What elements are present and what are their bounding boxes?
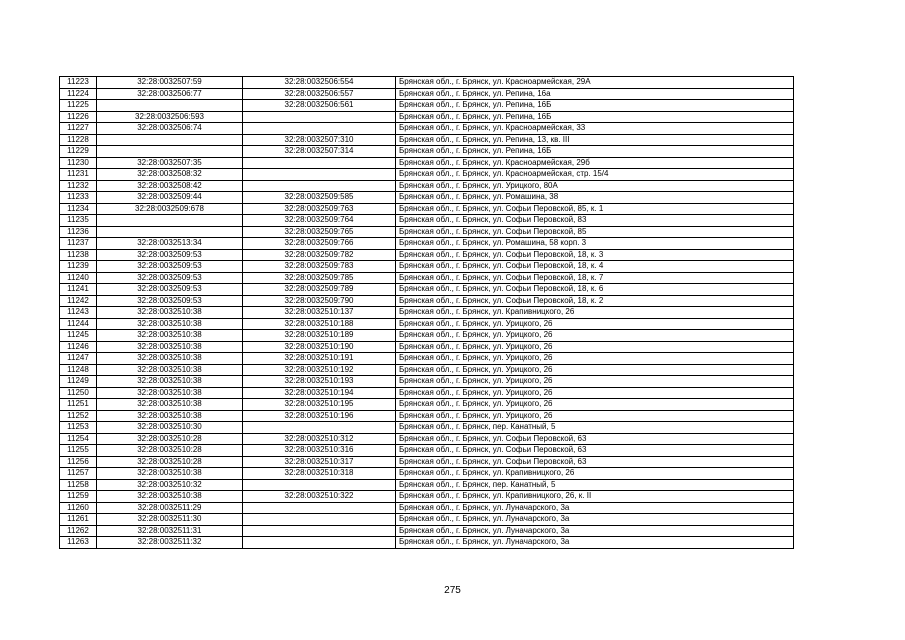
building-number-cell: 32:28:0032510:194 (243, 387, 396, 399)
building-number-cell: 32:28:0032509:782 (243, 249, 396, 261)
row-number-cell: 11258 (60, 479, 97, 491)
land-parcel-number-cell: 32:28:0032510:38 (97, 353, 243, 365)
building-number-cell: 32:28:0032510:192 (243, 364, 396, 376)
address-cell: Брянская обл., г. Брянск, ул. Софьи Перовской, 85 (396, 226, 794, 238)
table-row (60, 330, 794, 342)
table-row (60, 433, 794, 445)
table-row (60, 88, 794, 100)
land-parcel-number-cell: 32:28:0032507:35 (97, 157, 243, 169)
row-number-cell: 11255 (60, 445, 97, 457)
address-cell: Брянская обл., г. Брянск, ул. Софьи Перовской, 18, к. 6 (396, 284, 794, 296)
address-cell: Брянская обл., г. Брянск, ул. Красноармейская, 29А (396, 77, 794, 89)
row-number-cell: 11246 (60, 341, 97, 353)
address-cell: Брянская обл., г. Брянск, ул. Урицкого, 26 (396, 330, 794, 342)
table-row (60, 272, 794, 284)
land-parcel-number-cell (97, 226, 243, 238)
row-number-cell: 11254 (60, 433, 97, 445)
address-cell: Брянская обл., г. Брянск, ул. Ромашина, 38 (396, 192, 794, 204)
building-number-cell: 32:28:0032510:189 (243, 330, 396, 342)
row-number-cell: 11248 (60, 364, 97, 376)
building-number-cell (243, 514, 396, 526)
building-number-cell (243, 169, 396, 181)
address-cell: Брянская обл., г. Брянск, ул. Софьи Перовской, 83 (396, 215, 794, 227)
building-number-cell: 32:28:0032506:561 (243, 100, 396, 112)
table-row (60, 284, 794, 296)
land-parcel-number-cell: 32:28:0032509:53 (97, 295, 243, 307)
building-number-cell: 32:28:0032509:763 (243, 203, 396, 215)
row-number-cell: 11257 (60, 468, 97, 480)
address-cell: Брянская обл., г. Брянск, ул. Софьи Перовской, 18, к. 4 (396, 261, 794, 273)
table-row (60, 387, 794, 399)
table-row (60, 123, 794, 135)
building-number-cell: 32:28:0032509:764 (243, 215, 396, 227)
address-cell: Брянская обл., г. Брянск, ул. Крапивницкого, 26, к. II (396, 491, 794, 503)
building-number-cell (243, 537, 396, 549)
address-cell: Брянская обл., г. Брянск, ул. Луначарского, 3а (396, 525, 794, 537)
building-number-cell: 32:28:0032510:137 (243, 307, 396, 319)
land-parcel-number-cell: 32:28:0032510:28 (97, 456, 243, 468)
building-number-cell: 32:28:0032510:318 (243, 468, 396, 480)
row-number-cell: 11234 (60, 203, 97, 215)
row-number-cell: 11236 (60, 226, 97, 238)
building-number-cell: 32:28:0032510:193 (243, 376, 396, 388)
land-parcel-number-cell: 32:28:0032509:53 (97, 261, 243, 273)
address-cell: Брянская обл., г. Брянск, пер. Канатный, 5 (396, 479, 794, 491)
building-number-cell (243, 180, 396, 192)
row-number-cell: 11231 (60, 169, 97, 181)
row-number-cell: 11232 (60, 180, 97, 192)
table-row (60, 249, 794, 261)
building-number-cell: 32:28:0032510:312 (243, 433, 396, 445)
row-number-cell: 11245 (60, 330, 97, 342)
land-parcel-number-cell: 32:28:0032510:38 (97, 410, 243, 422)
row-number-cell: 11256 (60, 456, 97, 468)
building-number-cell: 32:28:0032509:585 (243, 192, 396, 204)
row-number-cell: 11249 (60, 376, 97, 388)
building-number-cell: 32:28:0032510:195 (243, 399, 396, 411)
row-number-cell: 11251 (60, 399, 97, 411)
cadastral-table-body (60, 77, 794, 549)
address-cell: Брянская обл., г. Брянск, ул. Урицкого, 26 (396, 387, 794, 399)
table-row (60, 192, 794, 204)
address-cell: Брянская обл., г. Брянск, ул. Софьи Перовской, 63 (396, 433, 794, 445)
address-cell: Брянская обл., г. Брянск, ул. Луначарского, 3а (396, 514, 794, 526)
land-parcel-number-cell: 32:28:0032507:59 (97, 77, 243, 89)
row-number-cell: 11261 (60, 514, 97, 526)
row-number-cell: 11259 (60, 491, 97, 503)
address-cell: Брянская обл., г. Брянск, ул. Урицкого, 26 (396, 376, 794, 388)
land-parcel-number-cell: 32:28:0032510:30 (97, 422, 243, 434)
table-row (60, 111, 794, 123)
table-row (60, 146, 794, 158)
address-cell: Брянская обл., г. Брянск, ул. Красноармейская, 29б (396, 157, 794, 169)
land-parcel-number-cell: 32:28:0032510:38 (97, 330, 243, 342)
table-row (60, 422, 794, 434)
address-cell: Брянская обл., г. Брянск, ул. Красноармейская, 33 (396, 123, 794, 135)
building-number-cell: 32:28:0032509:783 (243, 261, 396, 273)
land-parcel-number-cell: 32:28:0032510:38 (97, 468, 243, 480)
table-row (60, 203, 794, 215)
land-parcel-number-cell: 32:28:0032508:42 (97, 180, 243, 192)
building-number-cell (243, 422, 396, 434)
table-row (60, 318, 794, 330)
table-row (60, 77, 794, 89)
building-number-cell: 32:28:0032510:317 (243, 456, 396, 468)
land-parcel-number-cell: 32:28:0032510:38 (97, 399, 243, 411)
land-parcel-number-cell: 32:28:0032509:53 (97, 272, 243, 284)
building-number-cell: 32:28:0032509:789 (243, 284, 396, 296)
land-parcel-number-cell: 32:28:0032510:28 (97, 445, 243, 457)
building-number-cell (243, 123, 396, 135)
row-number-cell: 11239 (60, 261, 97, 273)
table-row (60, 341, 794, 353)
address-cell: Брянская обл., г. Брянск, ул. Крапивницкого, 26 (396, 307, 794, 319)
address-cell: Брянская обл., г. Брянск, ул. Софьи Перовской, 18, к. 3 (396, 249, 794, 261)
building-number-cell: 32:28:0032507:314 (243, 146, 396, 158)
land-parcel-number-cell: 32:28:0032511:29 (97, 502, 243, 514)
land-parcel-number-cell: 32:28:0032509:53 (97, 284, 243, 296)
building-number-cell: 32:28:0032510:196 (243, 410, 396, 422)
row-number-cell: 11223 (60, 77, 97, 89)
address-cell: Брянская обл., г. Брянск, ул. Репина, 13, кв. III (396, 134, 794, 146)
building-number-cell (243, 502, 396, 514)
address-cell: Брянская обл., г. Брянск, ул. Урицкого, 26 (396, 364, 794, 376)
address-cell: Брянская обл., г. Брянск, ул. Урицкого, 26 (396, 318, 794, 330)
table-row (60, 238, 794, 250)
table-row (60, 537, 794, 549)
land-parcel-number-cell: 32:28:0032506:74 (97, 123, 243, 135)
address-cell: Брянская обл., г. Брянск, ул. Урицкого, 26 (396, 410, 794, 422)
row-number-cell: 11237 (60, 238, 97, 250)
address-cell: Брянская обл., г. Брянск, ул. Луначарского, 3а (396, 502, 794, 514)
land-parcel-number-cell (97, 146, 243, 158)
building-number-cell (243, 157, 396, 169)
row-number-cell: 11227 (60, 123, 97, 135)
building-number-cell (243, 111, 396, 123)
building-number-cell: 32:28:0032510:322 (243, 491, 396, 503)
building-number-cell: 32:28:0032509:765 (243, 226, 396, 238)
address-cell: Брянская обл., г. Брянск, ул. Репина, 16Б (396, 100, 794, 112)
table-row (60, 514, 794, 526)
table-row (60, 399, 794, 411)
land-parcel-number-cell: 32:28:0032510:38 (97, 387, 243, 399)
address-cell: Брянская обл., г. Брянск, ул. Ромашина, 58 корп. 3 (396, 238, 794, 250)
address-cell: Брянская обл., г. Брянск, ул. Софьи Перовской, 63 (396, 445, 794, 457)
address-cell: Брянская обл., г. Брянск, ул. Урицкого, 26 (396, 353, 794, 365)
row-number-cell: 11244 (60, 318, 97, 330)
land-parcel-number-cell: 32:28:0032506:77 (97, 88, 243, 100)
address-cell: Брянская обл., г. Брянск, ул. Репина, 16а (396, 88, 794, 100)
table-row (60, 491, 794, 503)
row-number-cell: 11240 (60, 272, 97, 284)
building-number-cell: 32:28:0032510:191 (243, 353, 396, 365)
table-row (60, 410, 794, 422)
table-row (60, 353, 794, 365)
row-number-cell: 11250 (60, 387, 97, 399)
land-parcel-number-cell: 32:28:0032511:30 (97, 514, 243, 526)
land-parcel-number-cell: 32:28:0032510:38 (97, 307, 243, 319)
row-number-cell: 11224 (60, 88, 97, 100)
table-row (60, 307, 794, 319)
land-parcel-number-cell (97, 100, 243, 112)
table-row (60, 468, 794, 480)
building-number-cell: 32:28:0032507:310 (243, 134, 396, 146)
address-cell: Брянская обл., г. Брянск, ул. Крапивницкого, 26 (396, 468, 794, 480)
row-number-cell: 11260 (60, 502, 97, 514)
land-parcel-number-cell: 32:28:0032510:38 (97, 376, 243, 388)
table-row (60, 502, 794, 514)
table-row (60, 261, 794, 273)
page-number: 275 (444, 585, 461, 596)
building-number-cell: 32:28:0032509:790 (243, 295, 396, 307)
building-number-cell: 32:28:0032510:188 (243, 318, 396, 330)
address-cell: Брянская обл., г. Брянск, ул. Софьи Перовской, 18, к. 2 (396, 295, 794, 307)
building-number-cell: 32:28:0032506:557 (243, 88, 396, 100)
address-cell: Брянская обл., г. Брянск, ул. Урицкого, 26 (396, 399, 794, 411)
row-number-cell: 11228 (60, 134, 97, 146)
address-cell: Брянская обл., г. Брянск, ул. Софьи Перовской, 85, к. 1 (396, 203, 794, 215)
row-number-cell: 11263 (60, 537, 97, 549)
row-number-cell: 11241 (60, 284, 97, 296)
land-parcel-number-cell (97, 134, 243, 146)
table-row (60, 157, 794, 169)
table-row (60, 215, 794, 227)
building-number-cell: 32:28:0032510:190 (243, 341, 396, 353)
address-cell: Брянская обл., г. Брянск, ул. Красноармейская, стр. 15/4 (396, 169, 794, 181)
row-number-cell: 11226 (60, 111, 97, 123)
building-number-cell: 32:28:0032510:316 (243, 445, 396, 457)
land-parcel-number-cell: 32:28:0032509:678 (97, 203, 243, 215)
table-row (60, 295, 794, 307)
building-number-cell: 32:28:0032509:785 (243, 272, 396, 284)
table-row (60, 180, 794, 192)
land-parcel-number-cell: 32:28:0032510:38 (97, 491, 243, 503)
land-parcel-number-cell: 32:28:0032513:34 (97, 238, 243, 250)
table-row (60, 445, 794, 457)
table-row (60, 100, 794, 112)
table-row (60, 226, 794, 238)
row-number-cell: 11229 (60, 146, 97, 158)
land-parcel-number-cell: 32:28:0032506:593 (97, 111, 243, 123)
table-row (60, 134, 794, 146)
row-number-cell: 11253 (60, 422, 97, 434)
land-parcel-number-cell: 32:28:0032510:38 (97, 318, 243, 330)
row-number-cell: 11230 (60, 157, 97, 169)
land-parcel-number-cell: 32:28:0032511:31 (97, 525, 243, 537)
cadastral-table (59, 76, 794, 549)
land-parcel-number-cell: 32:28:0032508:32 (97, 169, 243, 181)
address-cell: Брянская обл., г. Брянск, ул. Софьи Перовской, 18, к. 7 (396, 272, 794, 284)
table-row (60, 364, 794, 376)
building-number-cell: 32:28:0032509:766 (243, 238, 396, 250)
building-number-cell: 32:28:0032506:554 (243, 77, 396, 89)
address-cell: Брянская обл., г. Брянск, ул. Репина, 16Б (396, 146, 794, 158)
row-number-cell: 11262 (60, 525, 97, 537)
land-parcel-number-cell: 32:28:0032510:28 (97, 433, 243, 445)
row-number-cell: 11235 (60, 215, 97, 227)
address-cell: Брянская обл., г. Брянск, ул. Софьи Перовской, 63 (396, 456, 794, 468)
address-cell: Брянская обл., г. Брянск, ул. Урицкого, 80А (396, 180, 794, 192)
row-number-cell: 11252 (60, 410, 97, 422)
land-parcel-number-cell: 32:28:0032511:32 (97, 537, 243, 549)
land-parcel-number-cell: 32:28:0032510:32 (97, 479, 243, 491)
address-cell: Брянская обл., г. Брянск, ул. Луначарского, 3а (396, 537, 794, 549)
land-parcel-number-cell (97, 215, 243, 227)
table-row (60, 169, 794, 181)
address-cell: Брянская обл., г. Брянск, ул. Урицкого, 26 (396, 341, 794, 353)
address-cell: Брянская обл., г. Брянск, пер. Канатный, 5 (396, 422, 794, 434)
land-parcel-number-cell: 32:28:0032510:38 (97, 341, 243, 353)
row-number-cell: 11247 (60, 353, 97, 365)
row-number-cell: 11243 (60, 307, 97, 319)
land-parcel-number-cell: 32:28:0032509:53 (97, 249, 243, 261)
land-parcel-number-cell: 32:28:0032509:44 (97, 192, 243, 204)
row-number-cell: 11242 (60, 295, 97, 307)
land-parcel-number-cell: 32:28:0032510:38 (97, 364, 243, 376)
row-number-cell: 11238 (60, 249, 97, 261)
table-row (60, 456, 794, 468)
row-number-cell: 11233 (60, 192, 97, 204)
building-number-cell (243, 525, 396, 537)
table-row (60, 525, 794, 537)
table-row (60, 376, 794, 388)
address-cell: Брянская обл., г. Брянск, ул. Репина, 16Б (396, 111, 794, 123)
row-number-cell: 11225 (60, 100, 97, 112)
building-number-cell (243, 479, 396, 491)
table-row (60, 479, 794, 491)
